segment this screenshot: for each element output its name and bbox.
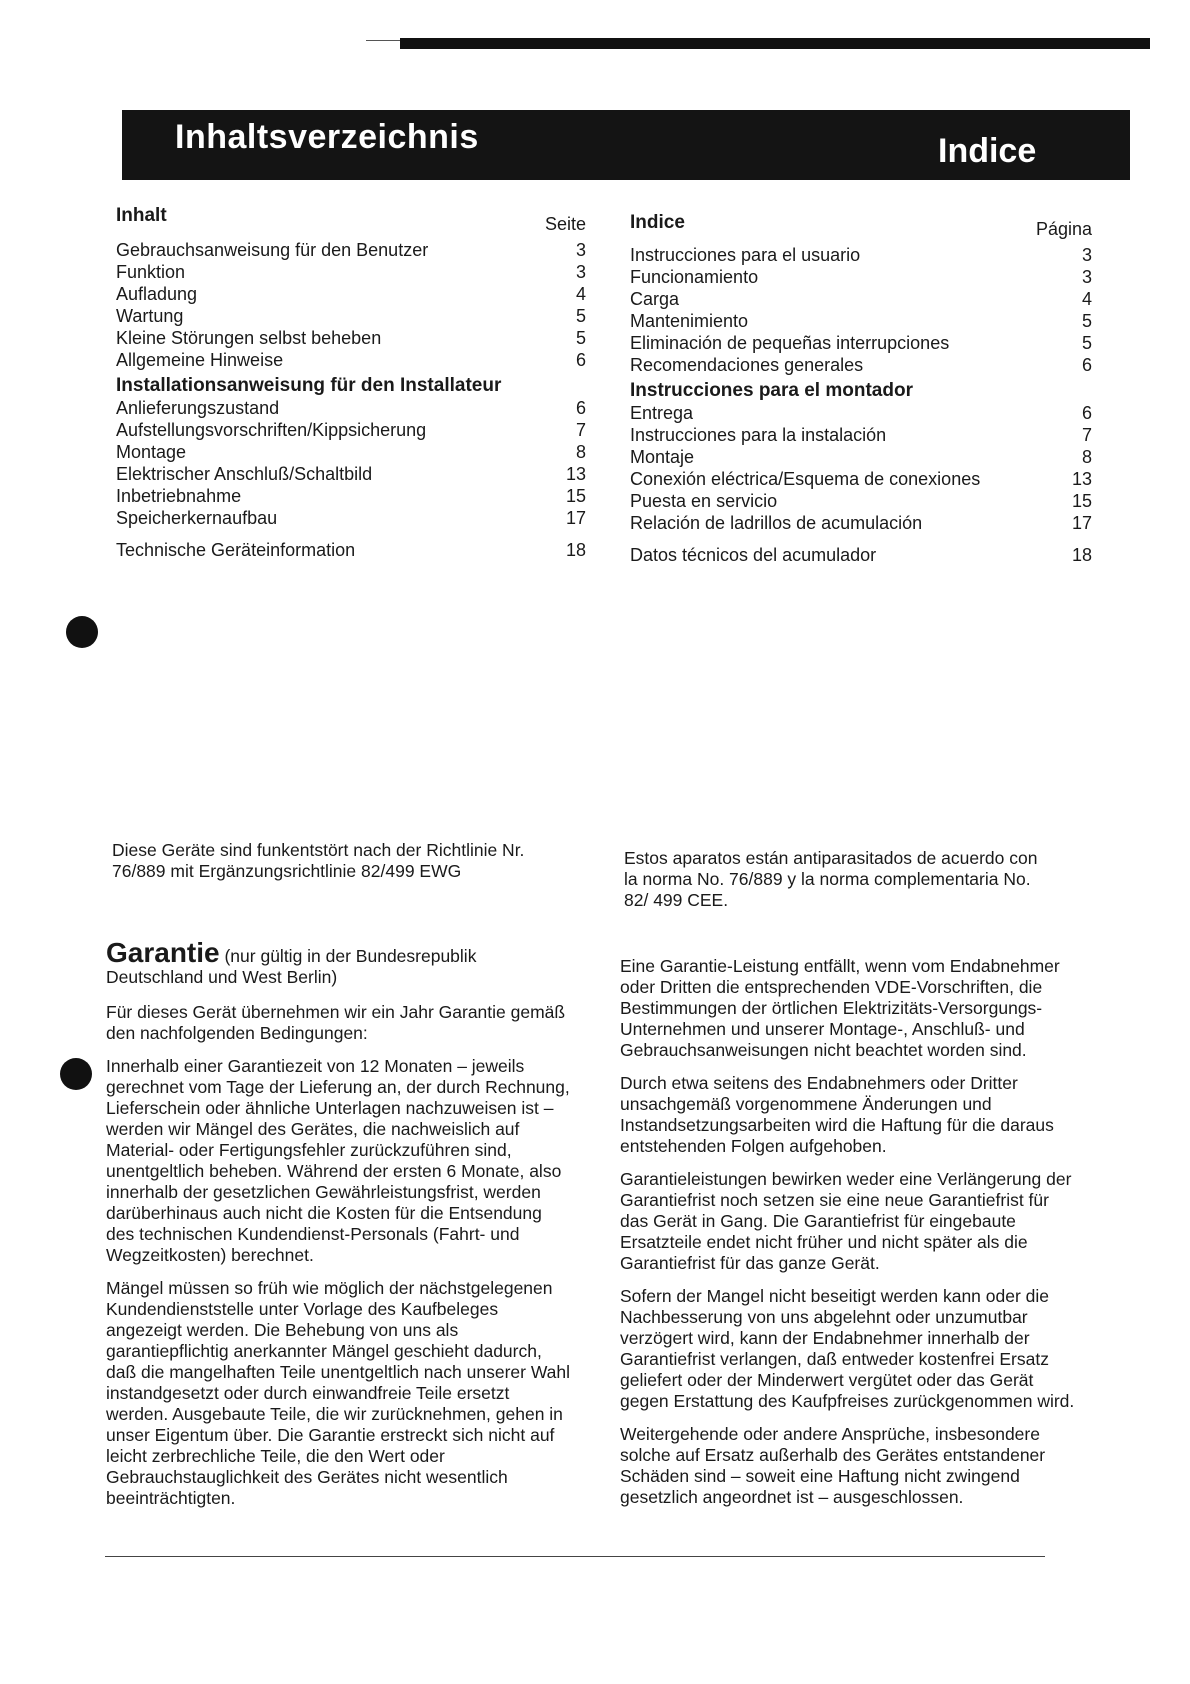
garantie-paragraph: Garantieleistungen bewirken weder eine Verlängerung der Garantiefrist noch setzen sie eine neue Garantiefrist für das Gerät in Gang. Die Garantiefrist für eingebaute Ersatzteile endet nicht früher und nicht später als die Garantiefrist für das ganze Gerät. xyxy=(620,1169,1072,1273)
toc-item: Conexión eléctrica/Esquema de conexiones 13 xyxy=(630,469,1092,489)
toc-de-user-list xyxy=(116,239,586,371)
toc-item: Montaje 8 xyxy=(630,447,1092,467)
toc-de-header: Inhalt xyxy=(116,205,167,226)
toc-es-installer-list xyxy=(630,402,1092,534)
interference-note-de: Diese Geräte sind funkentstört nach der Richtlinie Nr. 76/889 mit Ergänzungsrichtlinie 82/499 EWG xyxy=(112,840,525,881)
garantie-paragraph: Mängel müssen so früh wie möglich der nächstgelegenen Kundendienststelle unter Vorlage des Kaufbeleges angezeigt werden. Die Behebung von uns als garantiepflichtig anerkannter Mängel geschieht dadurch, daß die mangelhaften Teile unentgeltlich nach unserer Wahl instandgesetzt oder durch einwandfreie Teile ersetzt werden. Ausgebaute Teile, die wir zurücknehmen, gehen in unser Eigentum über. Die Garantie erstreckt sich nicht auf leicht zerbrechliche Teile, die den Wert oder Gebrauchstauglichkeit des Gerätes nicht wesentlich beeinträchtigten. xyxy=(106,1278,571,1508)
toc-item: Carga 4 xyxy=(630,289,1092,309)
toc-item: Technische Geräteinformation 18 xyxy=(116,540,586,560)
toc-de xyxy=(116,205,586,561)
toc-item: Instrucciones para la instalación 7 xyxy=(630,425,1092,445)
toc-es-user-list xyxy=(630,244,1092,376)
garantie-paragraph: Für dieses Gerät übernehmen wir ein Jahr Garantie gemäß den nachfolgenden Bedingungen: xyxy=(106,1002,566,1043)
garantie-right-column xyxy=(620,956,1082,1520)
toc-item: Recomendaciones generales 6 xyxy=(630,355,1092,375)
punch-hole xyxy=(66,616,98,648)
garantie-paragraph: Weitergehende oder andere Ansprüche, insbesondere solche auf Ersatz außerhalb des Gerätes entstandener Schäden sind – soweit eine Haftung nicht zwingend gesetzlich angeordnet ist – ausgeschlossen. xyxy=(620,1424,1046,1507)
toc-item: Kleine Störungen selbst beheben 5 xyxy=(116,328,586,348)
toc-item: Eliminación de pequeñas interrupciones 5 xyxy=(630,333,1092,353)
garantie-paragraph: Durch etwa seitens des Endabnehmers oder Dritter unsachgemäß vorgenommene Änderungen und Instandsetzungsarbeiten wird die Haftung für die daraus entstehenden Folgen aufgehoben. xyxy=(620,1073,1054,1156)
toc-item: Wartung 5 xyxy=(116,306,586,326)
toc-item: Puesta en servicio 15 xyxy=(630,491,1092,511)
toc-item: Allgemeine Hinweise 6 xyxy=(116,350,586,370)
toc-item: Datos técnicos del acumulador 18 xyxy=(630,545,1092,565)
toc-item: Gebrauchsanweisung für den Benutzer 3 xyxy=(116,240,586,260)
toc-item: Montage 8 xyxy=(116,442,586,462)
toc-item: Inbetriebnahme 15 xyxy=(116,486,586,506)
toc-es xyxy=(630,212,1092,566)
toc-item: Anlieferungszustand 6 xyxy=(116,398,586,418)
interference-note-es: Estos aparatos están antiparasitados de acuerdo con la norma No. 76/889 y la norma complementaria No. 82/ 499 CEE. xyxy=(624,848,1038,910)
banner-title-de: Inhaltsverzeichnis xyxy=(175,118,479,156)
toc-item: Speicherkernaufbau 17 xyxy=(116,508,586,528)
toc-item: Relación de ladrillos de acumulación 17 xyxy=(630,513,1092,533)
garantie-note: (nur gültig in der Bundesrepublik Deutschland und West Berlin) xyxy=(106,946,477,987)
top-rule xyxy=(400,38,1150,49)
toc-de-page-label: Seite xyxy=(544,214,586,234)
toc-de-installer-header: Installationsanweisung für den Installateur xyxy=(116,375,502,396)
punch-hole xyxy=(60,1058,92,1090)
garantie-left-column xyxy=(106,937,574,1521)
garantie-paragraph: Innerhalb einer Garantiezeit von 12 Monaten – jeweils gerechnet vom Tage der Lieferung an, der durch Rechnung, Lieferschein oder ähnliche Unterlagen nachzuweisen ist – werden wir Mängel des Gerätes, die nachweislich auf Material- oder Fertigungsfehler zurückzuführen sind, unentgeltlich beheben. Während der ersten 6 Monate, also innerhalb der gesetzlichen Gewährleistungsfrist, werden darüberhinaus auch nicht die Kosten für die Entsendung des technischen Kundendienst-Personals (Fahrt- und Wegzeitkosten) berechnet. xyxy=(106,1056,570,1265)
toc-item: Instrucciones para el usuario 3 xyxy=(630,245,1092,265)
bottom-rule xyxy=(105,1556,1045,1557)
toc-es-installer-header: Instrucciones para el montador xyxy=(630,380,913,401)
toc-item: Entrega 6 xyxy=(630,403,1092,423)
toc-es-page-label: Página xyxy=(1035,219,1092,239)
banner-title-es: Indice xyxy=(938,132,1037,170)
garantie-paragraph: Eine Garantie-Leistung entfällt, wenn vom Endabnehmer oder Dritten die entsprechenden VDE-Vorschriften, die Bestimmungen der örtlichen Elektrizitäts-Versorgungs-Unternehmen und unserer Montage-, Anschluß- und Gebrauchsanweisungen nicht beachtet worden sind. xyxy=(620,956,1060,1060)
toc-item: Aufstellungsvorschriften/Kippsicherung 7 xyxy=(116,420,586,440)
toc-de-installer-list xyxy=(116,397,586,529)
toc-item: Aufladung 4 xyxy=(116,284,586,304)
toc-item: Funktion 3 xyxy=(116,262,586,282)
toc-item: Elektrischer Anschluß/Schaltbild 13 xyxy=(116,464,586,484)
toc-item: Funcionamiento 3 xyxy=(630,267,1092,287)
garantie-paragraph: Sofern der Mangel nicht beseitigt werden kann oder die Nachbesserung von uns abgelehnt oder unzumutbar verzögert wird, kann der Endabnehmer innerhalb der Garantiefrist verlangen, daß entweder kostenfrei Ersatz geliefert oder der Minderwert vergütet oder das Gerät gegen Erstattung des Kaufpfreises zurückgenommen wird. xyxy=(620,1286,1075,1411)
garantie-title: Garantie xyxy=(106,937,220,968)
toc-es-header: Indice xyxy=(630,212,685,233)
toc-item: Mantenimiento 5 xyxy=(630,311,1092,331)
